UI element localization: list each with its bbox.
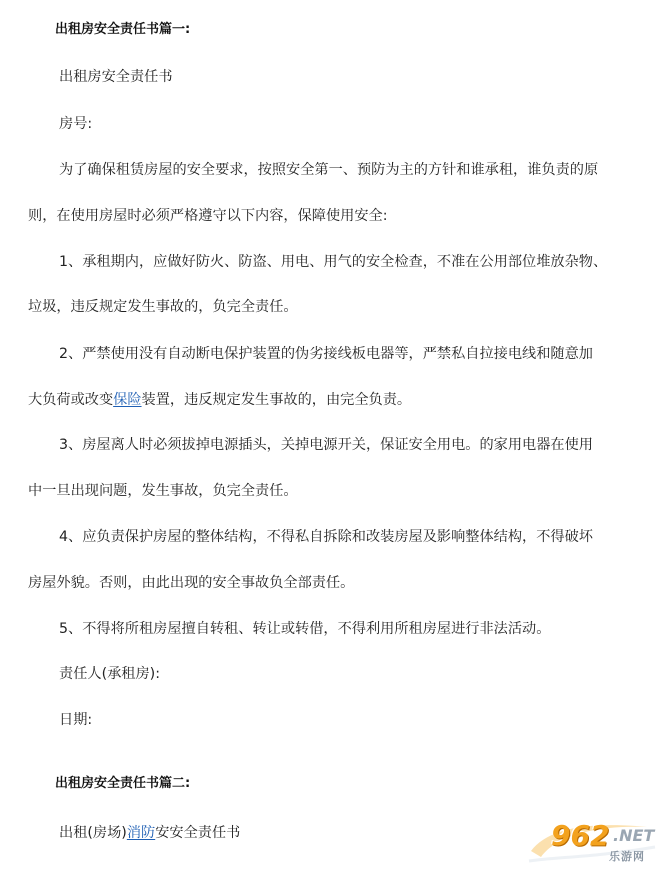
site-watermark <box>527 817 661 867</box>
room-number-label: 房号: <box>59 116 93 132</box>
date-label: 日期: <box>59 712 93 728</box>
responsible-party-label: 责任人(承租房): <box>59 666 160 682</box>
clause-2-text-a: 大负荷或改变 <box>28 392 114 408</box>
clause-4-line-2: 房屋外貌。否则，由此出现的安全事故负全部责任。 <box>28 575 355 591</box>
clause-4-line-1: 4、应负责保护房屋的整体结构，不得私自拆除和改装房屋及影响整体结构，不得破坏 <box>59 529 593 545</box>
section-heading-2: 出租房安全责任书篇二: <box>55 776 191 791</box>
clause-2-line-2 <box>28 390 411 410</box>
fire-safety-link[interactable]: 消防 <box>126 825 156 841</box>
doc-subtitle-1: 出租房安全责任书 <box>59 69 173 85</box>
insurance-link[interactable]: 保险 <box>113 392 142 408</box>
intro-line-2: 则，在使用房屋时必须严格遵守以下内容，保障使用安全: <box>28 208 388 224</box>
clause-3-line-1: 3、房屋离人时必须拔掉电源插头，关掉电源开关，保证安全用电。的家用电器在使用 <box>59 437 593 453</box>
watermark-site-name: 乐游网 <box>609 850 645 863</box>
clause-2-text-b: 装置，违反规定发生事故的，由完全负责。 <box>141 392 412 408</box>
clause-5-line: 5、不得将所租房屋擅自转租、转让或转借，不得利用所租房屋进行非法活动。 <box>59 621 551 637</box>
clause-1-line-2: 垃圾，违反规定发生事故的，负完全责任。 <box>28 299 298 315</box>
doc-subtitle-2 <box>59 823 240 843</box>
subtitle-2-text-b: 安安全责任书 <box>155 825 241 841</box>
clause-2-line-1: 2、严禁使用没有自动断电保护装置的伪劣接线板电器等，严禁私自拉接电线和随意加 <box>59 346 593 362</box>
watermark-suffix: .NET <box>613 826 655 845</box>
section-heading-1: 出租房安全责任书篇一: <box>55 22 191 37</box>
subtitle-2-text-a: 出租(房场) <box>59 825 127 841</box>
clause-1-line-1: 1、承租期内，应做好防火、防盗、用电、用气的安全检查，不准在公用部位堆放杂物、 <box>59 254 608 270</box>
watermark-number: 962 <box>551 819 610 852</box>
clause-3-line-2: 中一旦出现问题，发生事故，负完全责任。 <box>28 483 298 499</box>
intro-line-1: 为了确保租赁房屋的安全要求，按照安全第一、预防为主的方针和谁承租，谁负责的原 <box>59 162 599 178</box>
